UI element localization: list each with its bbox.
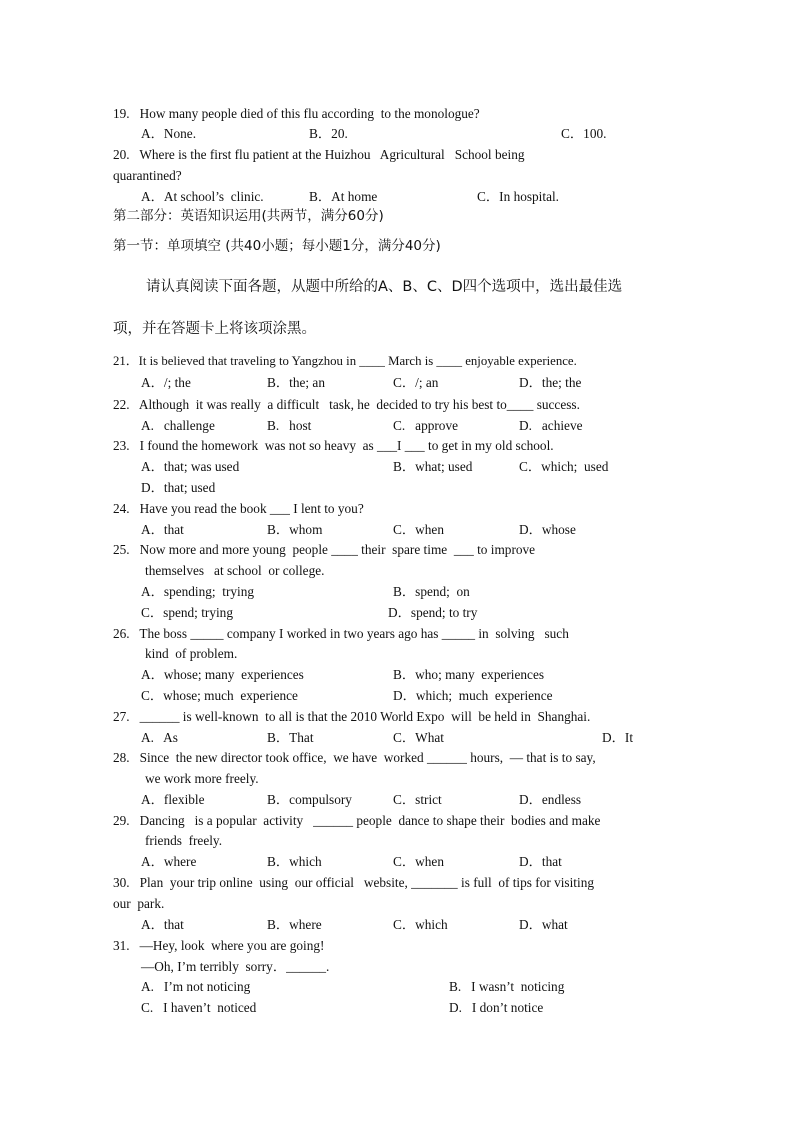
q20-option-b: B．At home bbox=[309, 189, 378, 204]
q30-stem-line2: our park. bbox=[113, 896, 165, 911]
q21-option-b: B．the; an bbox=[267, 375, 325, 390]
q29-option-d: D．that bbox=[519, 854, 562, 869]
q26-option-d: D．which; much experience bbox=[393, 688, 553, 703]
q31-stem-line2: —Oh, I’m terribly sorry．______. bbox=[141, 959, 330, 974]
q30-option-a: A．that bbox=[141, 917, 184, 932]
q29-option-b: B．which bbox=[267, 854, 322, 869]
q24-option-c: C．when bbox=[393, 522, 444, 537]
q30-option-c: C．which bbox=[393, 917, 448, 932]
q24-option-d: D．whose bbox=[519, 522, 576, 537]
q27-option-d: D．It bbox=[602, 730, 634, 745]
q31-option-c: C. I haven’t noticed bbox=[141, 1000, 257, 1015]
q31-option-b: B. I wasn’t noticing bbox=[449, 979, 565, 994]
q26-option-a: A．whose; many experiences bbox=[141, 667, 304, 682]
q25-option-c: C．spend; trying bbox=[141, 605, 233, 620]
q19-stem: 19. How many people died of this flu according to the monologue? bbox=[113, 106, 480, 121]
q25-stem-line1: 25. Now more and more young people ____ their spare time ___ to improve bbox=[113, 542, 536, 557]
q26-option-b: B．who; many experiences bbox=[393, 667, 545, 682]
q22-option-c: C. approve bbox=[393, 418, 458, 433]
q23-option-a: A．that; was used bbox=[141, 459, 240, 474]
q22-option-b: B. host bbox=[267, 418, 312, 433]
q24-option-a: A．that bbox=[141, 522, 184, 537]
q21-stem: 21．It is believed that traveling to Yangzhou in ____ March is ____ enjoyable experience. bbox=[113, 354, 577, 368]
q27-option-a: A. As bbox=[141, 730, 178, 745]
q25-stem-line2: themselves at school or college. bbox=[145, 563, 325, 578]
q31-stem-line1: 31. —Hey, look where you are going! bbox=[113, 938, 325, 953]
q25-option-b: B．spend; on bbox=[393, 584, 470, 599]
q21-option-d: D．the; the bbox=[519, 375, 582, 390]
q30-option-b: B．where bbox=[267, 917, 322, 932]
q21-option-a: A．/; the bbox=[141, 375, 191, 390]
q28-stem-line1: 28. Since the new director took office, we have worked ______ hours, — that is to say, bbox=[113, 750, 596, 765]
q19-option-a: A．None. bbox=[141, 126, 197, 141]
q24-stem: 24. Have you read the book ___ I lent to you? bbox=[113, 501, 364, 516]
q22-option-d: D. achieve bbox=[519, 418, 583, 433]
q28-option-b: B．compulsory bbox=[267, 792, 352, 807]
q29-stem-line1: 29. Dancing is a popular activity ______ people dance to shape their bodies and make bbox=[113, 813, 601, 828]
instructions-line2: 项，并在答题卡上将该项涂黑。 bbox=[113, 321, 316, 337]
q25-option-d: D．spend; to try bbox=[388, 605, 478, 620]
q20-option-a: A．At school’s clinic. bbox=[141, 189, 264, 204]
q19-option-c: C．100. bbox=[561, 126, 607, 141]
q21-option-c: C．/; an bbox=[393, 375, 439, 390]
q24-option-b: B．whom bbox=[267, 522, 323, 537]
q23-option-c: C．which; used bbox=[519, 459, 609, 474]
q27-stem: 27. ______ is well-known to all is that the 2010 World Expo will be held in Shanghai. bbox=[113, 709, 591, 724]
q31-option-a: A. I’m not noticing bbox=[141, 979, 251, 994]
instructions-line1: 请认真阅读下面各题，从题中所给的A、B、C、D四个选项中，选出最佳选 bbox=[146, 279, 623, 295]
q23-option-d: D．that; used bbox=[141, 480, 216, 495]
q28-option-c: C．strict bbox=[393, 792, 442, 807]
q28-stem-line2: we work more freely. bbox=[145, 771, 259, 786]
q30-stem-line1: 30. Plan your trip online using our official website, _______ is full of tips for visiting bbox=[113, 875, 594, 890]
q20-option-c: C．In hospital. bbox=[477, 189, 559, 204]
q19-option-b: B．20. bbox=[309, 126, 348, 141]
q22-option-a: A. challenge bbox=[141, 418, 215, 433]
q23-option-b: B．what; used bbox=[393, 459, 473, 474]
q20-stem-line1: 20. Where is the first flu patient at the Huizhou Agricultural School being bbox=[113, 147, 525, 162]
q27-option-b: B．That bbox=[267, 730, 314, 745]
q30-option-d: D．what bbox=[519, 917, 568, 932]
q27-option-c: C．What bbox=[393, 730, 444, 745]
part2-title: 第二部分：英语知识运用(共两节，满分60分) bbox=[113, 208, 384, 224]
q23-stem: 23. I found the homework was not so heavy as ___I ___ to get in my old school. bbox=[113, 438, 554, 453]
section1-title: 第一节：单项填空 (共40小题；每小题1分，满分40分) bbox=[113, 238, 441, 254]
q29-option-c: C．when bbox=[393, 854, 444, 869]
q20-stem-line2: quarantined? bbox=[113, 168, 182, 183]
q25-option-a: A．spending; trying bbox=[141, 584, 255, 599]
q26-stem-line1: 26. The boss _____ company I worked in two years ago has _____ in solving such bbox=[113, 626, 569, 641]
q22-stem: 22. Although it was really a difficult task, he decided to try his best to____ success. bbox=[113, 397, 580, 412]
q29-stem-line2: friends freely. bbox=[145, 833, 223, 848]
q29-option-a: A．where bbox=[141, 854, 197, 869]
q31-option-d: D. I don’t notice bbox=[449, 1000, 544, 1015]
q26-stem-line2: kind of problem. bbox=[145, 646, 238, 661]
q28-option-a: A．flexible bbox=[141, 792, 205, 807]
q28-option-d: D．endless bbox=[519, 792, 582, 807]
q26-option-c: C．whose; much experience bbox=[141, 688, 298, 703]
